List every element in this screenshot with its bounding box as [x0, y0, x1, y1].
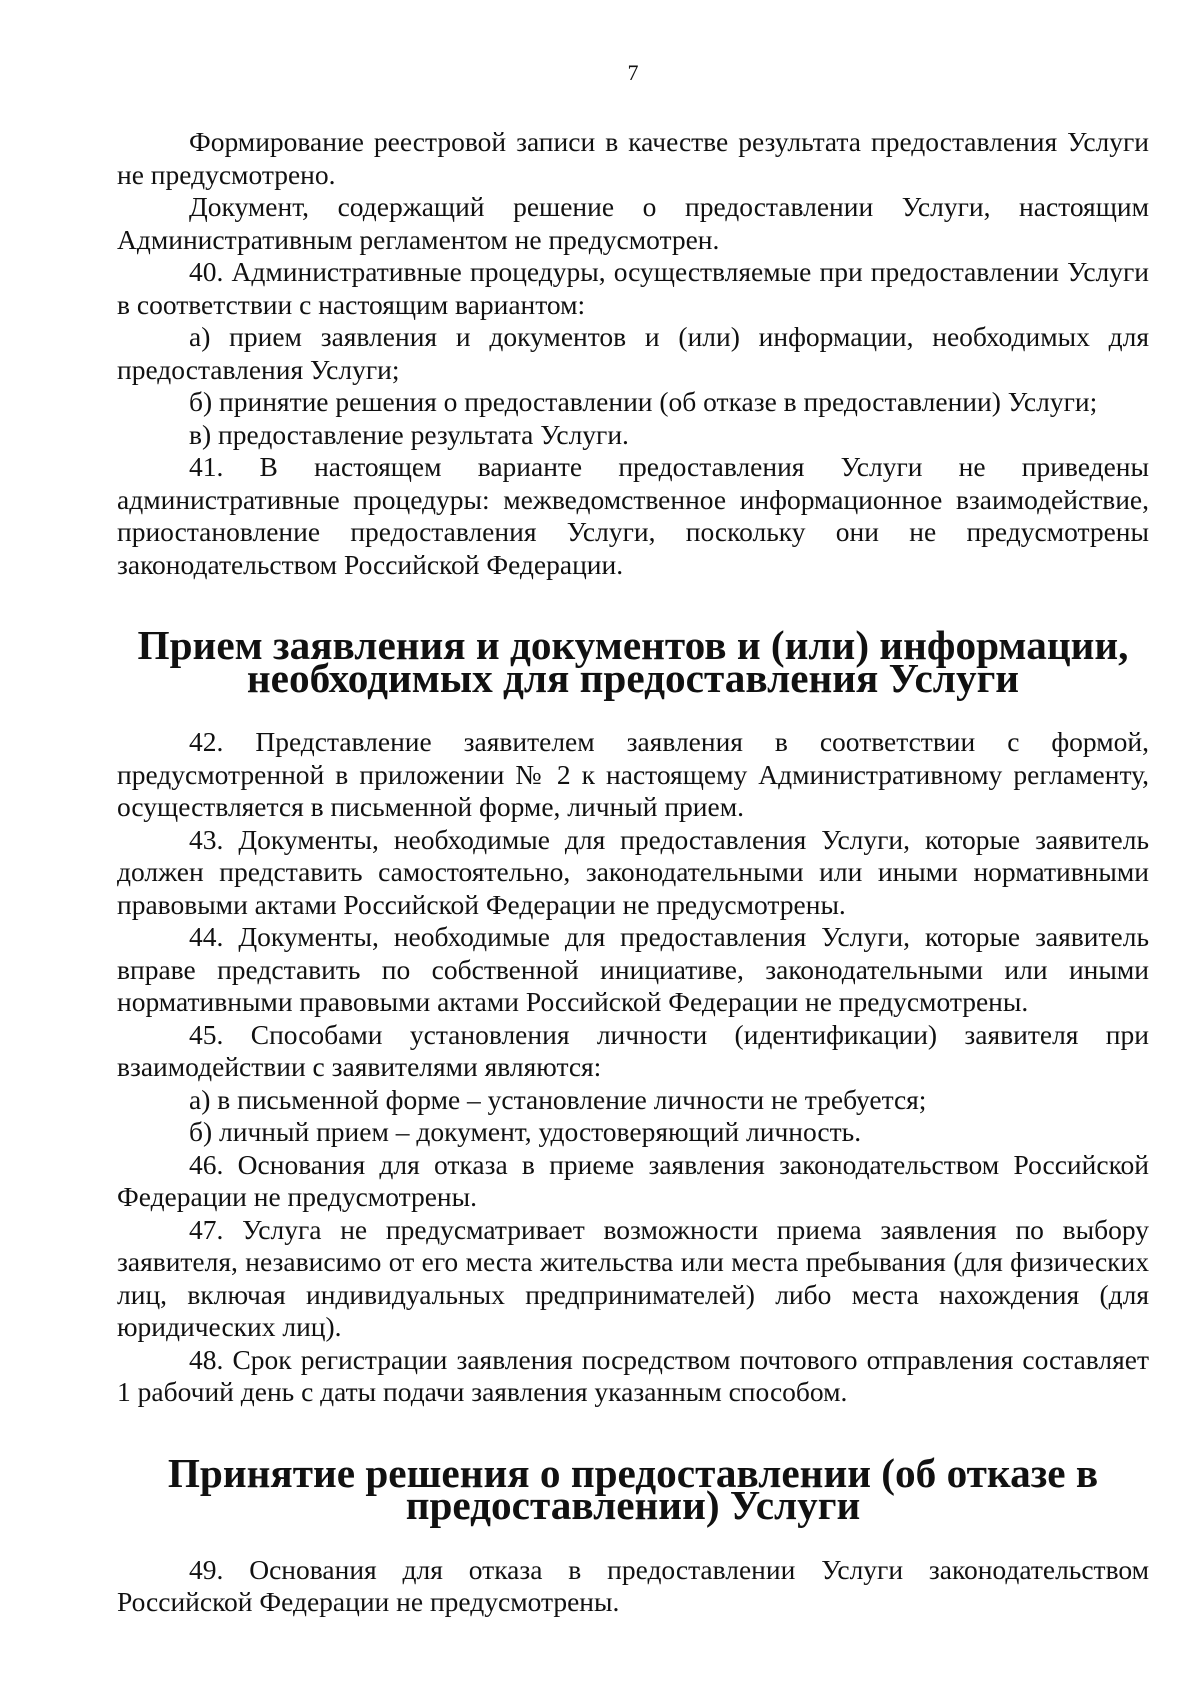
paragraph-item-44: 44. Документы, необходимые для предоставления Услуги, которые заявитель вправе представить по собственной инициативе, законодательными или иными нормативными правовыми актами Российской Федерации не предусмотрены.	[117, 921, 1149, 1017]
paragraph-item-40: 40. Административные процедуры, осуществляемые при предоставлении Услуги в соответствии с настоящим вариантом:	[117, 256, 1149, 320]
paragraph-item-46: 46. Основания для отказа в приеме заявления законодательством Российской Федерации не предусмотрены.	[117, 1148, 1149, 1212]
list-item-a: а) прием заявления и документов и (или) информации, необходимых для предоставления Услуги;	[117, 321, 1149, 385]
paragraph: Документ, содержащий решение о предоставлении Услуги, настоящим Административным регламентом не предусмотрен.	[117, 191, 1149, 255]
paragraph-item-42: 42. Представление заявителем заявления в соответствии с формой, предусмотренной в приложении № 2 к настоящему Административному регламенту, осуществляется в письменной форме, личный прием.	[117, 726, 1149, 822]
list-item-a: а) в письменной форме – установление личности не требуется;	[189, 1083, 927, 1115]
paragraph-item-43: 43. Документы, необходимые для предоставления Услуги, которые заявитель должен представить самостоятельно, законодательными или иными нормативными правовыми актами Российской Федерации не предусмотрены.	[117, 823, 1149, 920]
paragraph: Формирование реестровой записи в качестве результата предоставления Услуги не предусмотрено.	[117, 126, 1149, 190]
paragraph-item-48: 48. Срок регистрации заявления посредством почтового отправления составляет 1 рабочий день с даты подачи заявления указанным способом.	[117, 1343, 1149, 1407]
paragraph-item-41: 41. В настоящем варианте предоставления Услуги не приведены административные процедуры: межведомственное информационное взаимодействие, приостановление предоставления Услуги, поскольку они не предусмотрены законодательством Российской Федерации.	[117, 451, 1149, 580]
paragraph-item-49: 49. Основания для отказа в предоставлении Услуги законодательством Российской Федерации не предусмотрены.	[117, 1553, 1149, 1617]
section-heading-decision: Принятие решения о предоставлении (об отказе в предоставлении) Услуги	[167, 1449, 1099, 1528]
paragraph-item-47: 47. Услуга не предусматривает возможности приема заявления по выбору заявителя, независимо от его места жительства или места пребывания (для физических лиц, включая индивидуальных предпринимателей) либо места нахождения (для юридических лиц).	[117, 1213, 1149, 1342]
document-page	[117, 60, 1149, 1619]
list-item-b: б) личный прием – документ, удостоверяющий личность.	[189, 1116, 862, 1147]
list-item-v: в) предоставление результата Услуги.	[189, 418, 629, 450]
list-item-b: б) принятие решения о предоставлении (об отказе в предоставлении) Услуги;	[189, 386, 1098, 417]
page-number: 7	[627, 60, 639, 85]
section-heading-reception: Прием заявления и документов и (или) информации, необходимых для предоставления Услуги	[137, 622, 1129, 701]
paragraph-item-45: 45. Способами установления личности (идентификации) заявителя при взаимодействии с заявителями являются:	[117, 1018, 1149, 1082]
